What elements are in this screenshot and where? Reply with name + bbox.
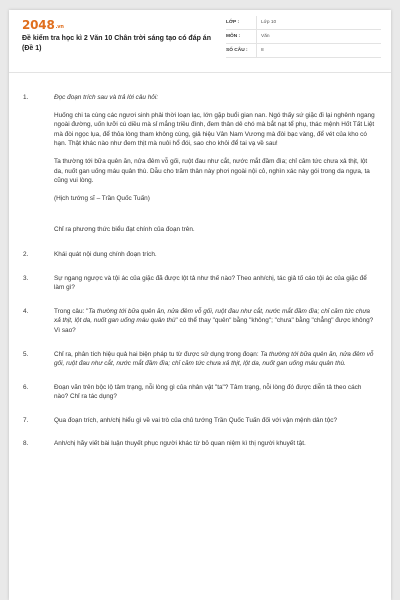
logo-suffix: .vn [55,24,64,30]
question-text: Trong câu: " [54,307,89,315]
question-intro: Đọc đoạn trích sau và trả lời câu hỏi: [54,94,159,101]
info-value: Văn [256,30,381,43]
question-text: Chỉ ra, phân tích hiệu quả hai biện pháp tu từ được sử dụng trong đoạn: [54,350,261,358]
question-number: 2. [23,250,29,258]
question-text: Qua đoạn trích, anh/chị hiểu gì về vai trò của chủ tướng Trần Quốc Tuấn đối với vận mệnh dân tộc? [54,416,338,424]
question-number: 5. [23,350,29,358]
question-text: Đoạn văn trên bộc lộ tâm trạng, nỗi lòng gì của nhân vật "ta"? Tâm trạng, nỗi lòng đó được diễn tả theo cách nào? Chỉ ra tác dụng? [54,383,362,401]
question-number: 6. [23,383,29,391]
info-value: 8 [256,44,381,57]
passage-source: (Hịch tướng sĩ – Trần Quốc Tuấn) [54,194,150,202]
question-1 [21,93,377,250]
question-text: Sự ngang ngược và tội ác của giặc đã được lột tả như thế nào? Theo anh/chị, tác giả tố cáo tội ác của giặc để làm gì? [54,274,367,292]
info-label: MÔN : [226,34,241,39]
info-label: LỚP : [226,20,240,25]
passage-paragraph: Ta thường tới bữa quên ăn, nửa đêm vỗ gối, ruột đau như cắt, nước mắt đầm đìa; chỉ căm tức chưa xả thịt, lột da, nuốt gan uống máu quân thù. Dẫu cho trăm thân này phơi ngoài nội cỏ, nghìn xác này gói trong da ngựa, ta cũng vui lòng. [54,157,370,185]
quoted-passage: Ta thường tới bữa quên ăn, nửa đêm vỗ gối, ruột đau như cắt, nước mắt đầm đìa; chỉ căm tức chưa xả thịt, lột da, nuốt gan uống máu quân thù. [54,350,374,368]
question-5 [21,350,377,369]
info-label: SỐ CÂU : [226,48,248,53]
question-2 [21,250,377,260]
logo-text: 2048 [22,18,55,32]
info-row-count [226,44,381,58]
document-header [9,10,391,73]
question-6 [21,383,377,402]
question-8 [21,439,377,449]
question-task: Chỉ ra phương thức biểu đạt chính của đoạn trên. [54,226,195,234]
info-row-class [226,16,381,30]
question-7 [21,416,377,426]
question-number: 4. [23,307,29,315]
info-value: Lớp 10 [256,16,381,29]
question-list [9,73,391,449]
question-number: 3. [23,274,29,282]
question-body [54,93,377,250]
question-number: 1. [23,94,29,101]
question-number: 7. [23,416,29,424]
question-text: Anh/chị hãy viết bài luận thuyết phục người khác từ bỏ quan niệm kì thị người khuyết tật. [54,440,306,448]
quoted-passage: Ta thường tới bữa quên ăn, nửa đêm vỗ gối, ruột đau như cắt, nước mắt đầm đìa; chỉ căm tức chưa xả thịt, lột da, nuốt gan uống máu quân thù [54,307,370,325]
question-3 [21,274,377,293]
document-page [9,10,391,600]
question-body [54,350,377,369]
info-row-subject [226,30,381,44]
question-text: Khái quát nội dung chính đoạn trích. [54,250,157,258]
site-logo[interactable] [22,18,64,32]
question-4 [21,307,377,336]
passage-paragraph: Huống chi ta cùng các ngươi sinh phải thời loạn lạc, lớn gặp buổi gian nan. Ngó thấy sứ giặc đi lại nghênh ngang ngoài đường, uốn lưỡi cú diều mà sỉ mắng triều đình, đem thân dê chó mà bắt nạt tể phụ, thác mệnh Hốt Tất Liệt mà đòi ngọc lụa, để thỏa lòng tham không cùng, giả hiệu Vân Nam Vương mà đòi bạc vàng, để vét của kho có hạn. Thật khác nào như đem thịt mà nuôi hổ đói, sao cho khỏi để tai vạ về sau! [54,111,375,148]
document-title: Đề kiểm tra học kì 2 Văn 10 Chân trời sáng tạo có đáp án (Đề 1) [22,35,211,52]
question-text: " có thể thay "quên" bằng "không"; "chưa" bằng "chẳng" được không? Vì sao? [54,317,374,334]
question-number: 8. [23,440,29,448]
question-body [54,307,377,336]
info-table [226,16,381,58]
